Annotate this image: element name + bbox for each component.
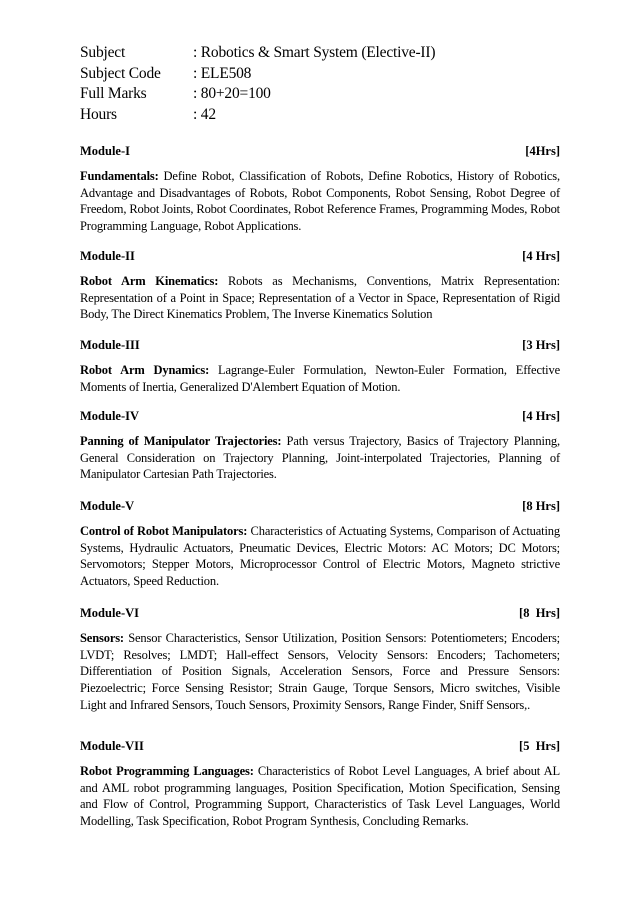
topic-heading: Robot Arm Kinematics: xyxy=(80,274,219,288)
module-description xyxy=(80,433,560,483)
meta-value: : Robotics & Smart System (Elective-II) xyxy=(193,44,436,61)
hours-row xyxy=(80,106,435,127)
module-3 xyxy=(80,337,560,395)
module-description xyxy=(80,362,560,395)
module-description xyxy=(80,273,560,323)
module-hours: [4Hrs] xyxy=(525,144,560,158)
module-hours: [4 Hrs] xyxy=(522,249,560,263)
topic-heading: Robot Programming Languages: xyxy=(80,764,254,778)
topic-text: Characteristics of Robot Level Languages, A brief about AL and AML robot programming languages, Position Specification, Motion Specification, Sensing and Flow of Control, Programming Support, Characteristics of Task Level Languages, World Modelling, Task Specification, Robot Program Synthesis, Concluding Remarks. xyxy=(80,764,560,829)
meta-value: : 42 xyxy=(193,105,216,123)
meta-label: Subject xyxy=(80,44,126,61)
module-description xyxy=(80,630,560,714)
meta-value: : ELE508 xyxy=(193,64,252,82)
topic-text: Sensor Characteristics, Sensor Utilization, Position Sensors: Potentiometers; Encoders; LVDT; Resolves; LMDT; Hall-effect Sensors, Velocity Sensors: Encoders; Tachometers; Differentiation of Position Signals, Acceleration Sensors, Force and Pressure Sensors: Piezoelectric; Force Sensing Resistor; Strain Gauge, Torque Sensors, Micro switches, Visible Light and Infrared Sensors, Touch Sensors, Proximity Sensors, Range Finder, Sniff Sensors,. xyxy=(80,631,560,712)
meta-label: Subject Code xyxy=(80,64,161,82)
module-hours: [4 Hrs] xyxy=(522,409,560,423)
module-title: Module-III xyxy=(80,338,140,352)
module-title: Module-IV xyxy=(80,409,140,423)
module-5 xyxy=(80,498,560,590)
module-hours: [8 Hrs] xyxy=(522,499,560,513)
module-hours: [3 Hrs] xyxy=(522,338,560,352)
module-description xyxy=(80,523,560,590)
subject-info xyxy=(80,44,435,126)
topic-heading: Robot Arm Dynamics: xyxy=(80,363,210,377)
module-title: Module-V xyxy=(80,499,135,513)
topic-heading: Sensors: xyxy=(80,631,124,645)
module-4 xyxy=(80,408,560,483)
topic-heading: Control of Robot Manipulators: xyxy=(80,524,248,538)
module-title: Module-II xyxy=(80,249,135,263)
topic-text: Path versus Trajectory, Basics of Trajectory Planning, General Consideration on Trajectory Planning, Joint-interpolated Trajectories, Planning of Manipulator Cartesian Path Trajectories. xyxy=(80,434,560,482)
module-hours: [8 Hrs] xyxy=(519,606,560,620)
module-2 xyxy=(80,248,560,323)
topic-text: Lagrange-Euler Formulation, Newton-Euler Formation, Effective Moments of Inertia, Generalized D'Alembert Equation of Motion. xyxy=(80,363,561,394)
meta-label: Full Marks xyxy=(80,85,147,102)
topic-heading: Panning of Manipulator Trajectories: xyxy=(80,434,282,448)
topic-heading: Fundamentals: xyxy=(80,169,159,183)
module-hours: [5 Hrs] xyxy=(519,739,560,753)
meta-value: : 80+20=100 xyxy=(193,85,271,102)
subject-row xyxy=(80,44,435,65)
module-title: Module-VII xyxy=(80,739,144,753)
full-marks-row xyxy=(80,85,435,106)
module-title: Module-I xyxy=(80,144,130,158)
module-7 xyxy=(80,738,560,830)
module-title: Module-VI xyxy=(80,606,140,620)
module-description xyxy=(80,763,560,830)
meta-label: Hours xyxy=(80,105,117,123)
subject-code-row xyxy=(80,65,435,86)
topic-text: Robots as Mechanisms, Conventions, Matrix Representation: Representation of a Point in Space; Representation of a Vector in Space, Representation of Rigid Body, The Direct Kinematics Problem, The Inverse Kinematics Solution xyxy=(80,274,561,322)
module-6 xyxy=(80,605,560,714)
topic-text: Characteristics of Actuating Systems, Comparison of Actuating Systems, Hydraulic Actuators, Pneumatic Devices, Electric Motors: AC Motors; DC Motors; Servomotors; Stepper Motors, Microprocessor Control of Electric Motors, Magneto strictive Actuators, Speed Reduction. xyxy=(80,524,560,589)
topic-text: Define Robot, Classification of Robots, Define Robotics, History of Robotics, Advantage and Disadvantages of Robots, Robot Components, Robot Sensing, Robot Degree of Freedom, Robot Joints, Robot Coordinates, Robot Reference Frames, Programming Modes, Robot Programming Language, Robot Applications. xyxy=(80,169,560,234)
module-1 xyxy=(80,143,560,235)
module-description xyxy=(80,168,560,235)
